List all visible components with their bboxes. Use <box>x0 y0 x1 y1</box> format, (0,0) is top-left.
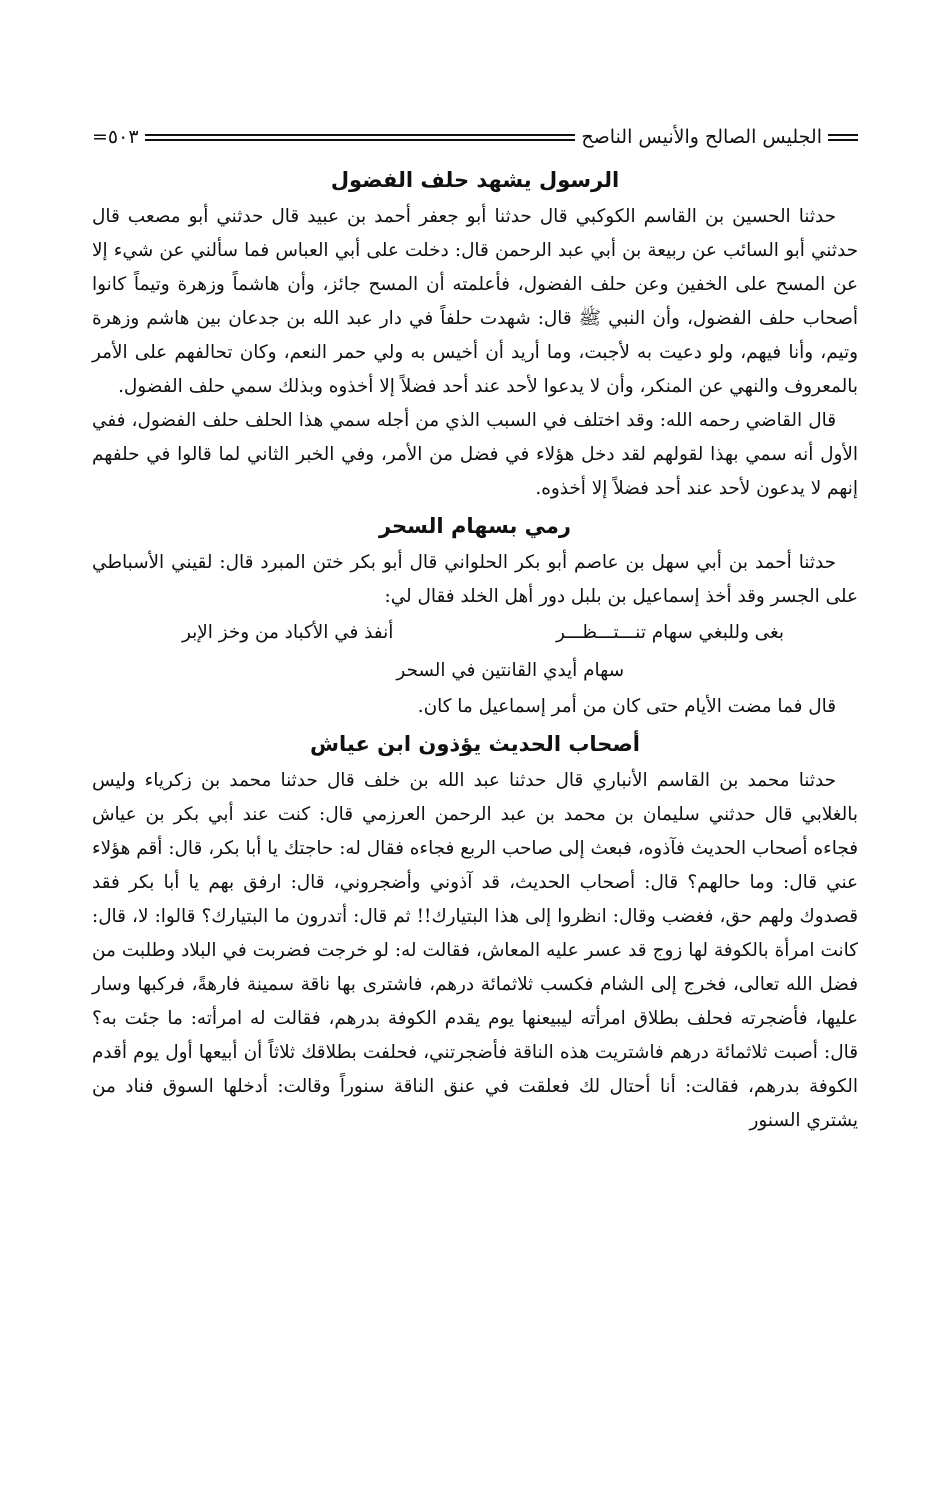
book-title: الجليس الصالح والأنيس الناصح <box>581 126 822 148</box>
paragraph: قال القاضي رحمه الله: وقد اختلف في السبب الذي من أجله سمي هذا الحلف حلف الفضول، ففي الأول أنه سمي بهذا لقولهم لقد دخل هؤلاء في فضل من الأمر، وفي الخبر الثاني لما قالوا في حلفهم إنهم لا يدعون لأحد عند أحد فضلاً إلا أخذوه. <box>92 410 858 499</box>
verse-first-hemistich: بغى وللبغي سهام تنـــتـــظـــر <box>556 622 784 643</box>
book-page <box>92 118 858 1138</box>
paragraph: حدثنا أحمد بن أبي سهل بن عاصم أبو بكر الحلواني قال أبو بكر ختن المبرد قال: لقيني الأسباطي على الجسر وقد أخذ إسماعيل بن بلبل دور أهل الخلد فقال لي: <box>92 552 858 607</box>
poem-verse-line: سهام أيدي القانتين في السحر <box>396 660 624 681</box>
header-ornament <box>828 134 858 141</box>
paragraph: حدثنا الحسين بن القاسم الكوكبي قال حدثنا أبو جعفر أحمد بن عبيد قال حدثني أبو مصعب قال حدثني أبو السائب عن ربيعة بن أبي عبد الرحمن قال: دخلت على أبي العباس فما سألني عن شيء إلا عن المسح على الخفين وعن حلف الفضول، فأعلمته أن المسح جائز، وأن هاشماً وزهرة وتيماً كانوا أصحاب حلف الفضول، وأن النبي ﷺ قال: شهدت حلفاً في دار عبد الله بن جدعان بين هاشم وزهرة وتيم، وأنا فيهم، ولو دعيت به لأجبت، وما أريد أن أخيس به ولي حمر النعم، وكان تحالفهم على الأمر بالمعروف والنهي عن المنكر، وأن لا يدعوا لأحد عند أحد فضلاً إلا أخذوه وبذلك سمي حلف الفضول. <box>92 206 858 397</box>
running-header <box>92 118 858 156</box>
page-number: =٥٠٣ <box>92 126 139 148</box>
header-rule <box>145 134 576 141</box>
poem-verse <box>92 614 858 652</box>
section-heading: أصحاب الحديث يؤذون ابن عياش <box>310 732 640 756</box>
paragraph: قال فما مضت الأيام حتى كان من أمر إسماعيل ما كان. <box>417 696 836 717</box>
section-heading: رمي بسهام السحر <box>378 514 571 538</box>
section-heading: الرسول يشهد حلف الفضول <box>330 168 620 192</box>
verse-second-hemistich: أنفذ في الأكباد من وخز الإبر <box>182 622 394 643</box>
paragraph: حدثنا محمد بن القاسم الأنباري قال حدثنا عبد الله بن خلف قال حدثنا محمد بن زكرياء وليس بالغلابي قال حدثني سليمان بن محمد بن عبد الرحمن العرزمي قال: كنت عند أبي بكر بن عياش فجاءه أصحاب الحديث فآذوه، فبعث إلى صاحب الربع فجاءه فقال له: حاجتك يا أبا بكر، قال: أقم هؤلاء عني قال: وما حالهم؟ قال: أصحاب الحديث، قد آذوني وأضجروني، قال: ارفق بهم يا أبا بكر فقد قصدوك ولهم حق، فغضب وقال: انظروا إلى هذا البتيارك!! ثم قال: أتدرون ما البتيارك؟ قالوا: لا، قال: كانت امرأة بالكوفة لها زوج قد عسر عليه المعاش، فقالت له: لو خرجت فضربت في البلاد وطلبت من فضل الله تعالى، فخرج إلى الشام فكسب ثلاثمائة درهم، فاشترى بها ناقة سمينة فارهةً، فركبها وسار عليها، فأضجرته فحلف بطلاق امرأته ليبيعنها يوم يقدم الكوفة بدرهم، فقالت له امرأته: ما جئت به؟ قال: أصبت ثلاثمائة درهم فاشتريت هذه الناقة فأضجرتني، فحلفت بطلاقك ثلاثاً أن أبيعها أول يوم أقدم الكوفة بدرهم، فقالت: أنا أحتال لك فعلقت في عنق الناقة سنوراً وقالت: أدخلها السوق فناد من يشتري السنور <box>92 770 858 1131</box>
